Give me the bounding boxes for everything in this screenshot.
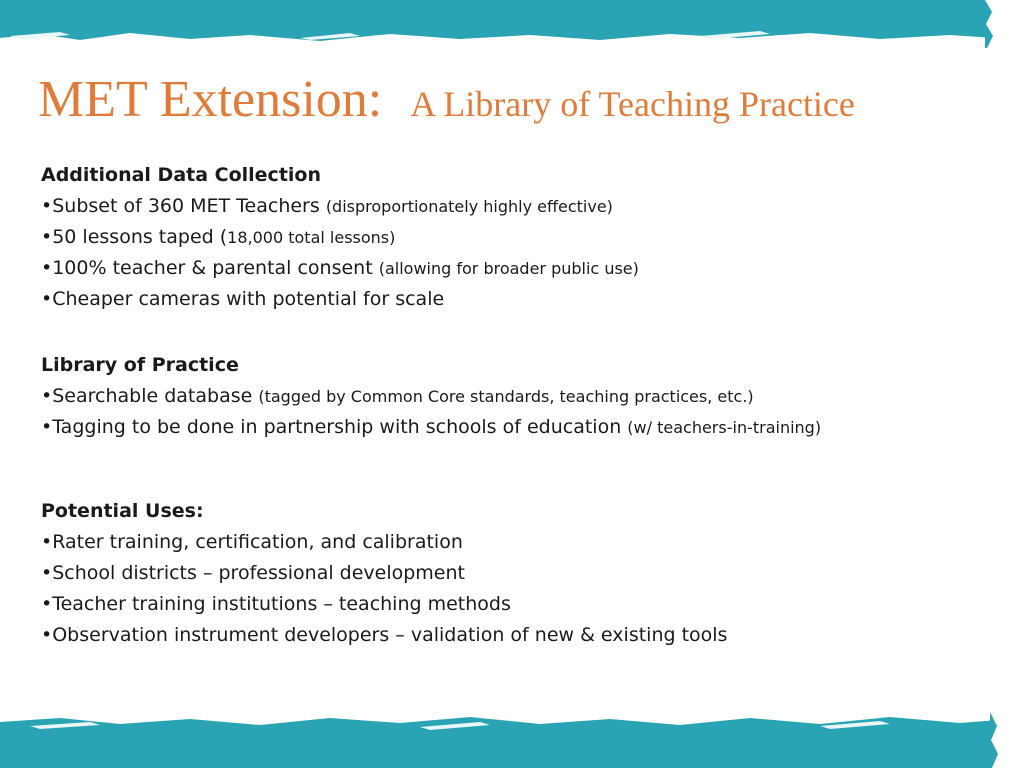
brush-edge-top — [0, 0, 1024, 48]
title-main: MET Extension: — [38, 71, 383, 128]
item-text: Tagging to be done in partnership with schools of education — [52, 416, 628, 438]
list-item — [41, 222, 1001, 253]
bullet: • — [41, 531, 53, 553]
bullet: • — [41, 562, 53, 584]
section-heading: Additional Data Collection — [41, 164, 321, 186]
item-note: (disproportionately highly effective) — [325, 197, 613, 216]
item-note: (w/ teachers-in-training) — [627, 418, 822, 437]
slide-body — [41, 160, 1001, 651]
list-item — [41, 191, 1001, 222]
list-item — [41, 558, 1001, 589]
slide-title — [38, 70, 998, 129]
item-text: Teacher training institutions – teaching methods — [52, 593, 511, 615]
list-item — [41, 527, 1001, 558]
item-text: Subset of 360 MET Teachers — [52, 195, 326, 217]
section-library-of-practice — [41, 350, 1001, 443]
item-text: 50 lessons taped ( — [52, 226, 228, 248]
item-text: Cheaper cameras with potential for scale — [52, 288, 445, 310]
section-additional-data-collection — [41, 160, 1001, 315]
bullet: • — [41, 226, 53, 248]
list-item — [41, 284, 1001, 315]
bullet: • — [41, 416, 53, 438]
item-text: Rater training, certification, and calibration — [52, 531, 463, 553]
bullet: • — [41, 257, 53, 279]
section-heading: Potential Uses: — [41, 500, 204, 522]
item-note: (allowing for broader public use) — [378, 259, 639, 278]
bullet: • — [41, 624, 53, 646]
item-note: 18,000 total lessons) — [227, 228, 396, 247]
list-item — [41, 253, 1001, 284]
item-text: School districts – professional development — [52, 562, 465, 584]
top-decorative-band — [0, 0, 1024, 48]
bullet: • — [41, 385, 53, 407]
list-item — [41, 381, 1001, 412]
item-note: (tagged by Common Core standards, teaching practices, etc.) — [258, 387, 754, 406]
item-text: 100% teacher & parental consent — [52, 257, 379, 279]
section-heading: Library of Practice — [41, 354, 239, 376]
list-item — [41, 589, 1001, 620]
bullet: • — [41, 288, 53, 310]
item-text: Observation instrument developers – validation of new & existing tools — [52, 624, 728, 646]
brush-edge-bottom — [0, 712, 1024, 768]
list-item — [41, 412, 1001, 443]
item-text: Searchable database — [52, 385, 259, 407]
list-item — [41, 620, 1001, 651]
bullet: • — [41, 593, 53, 615]
title-subtitle: A Library of Teaching Practice — [410, 84, 855, 124]
bottom-decorative-band — [0, 712, 1024, 768]
section-potential-uses — [41, 496, 1001, 651]
bullet: • — [41, 195, 53, 217]
